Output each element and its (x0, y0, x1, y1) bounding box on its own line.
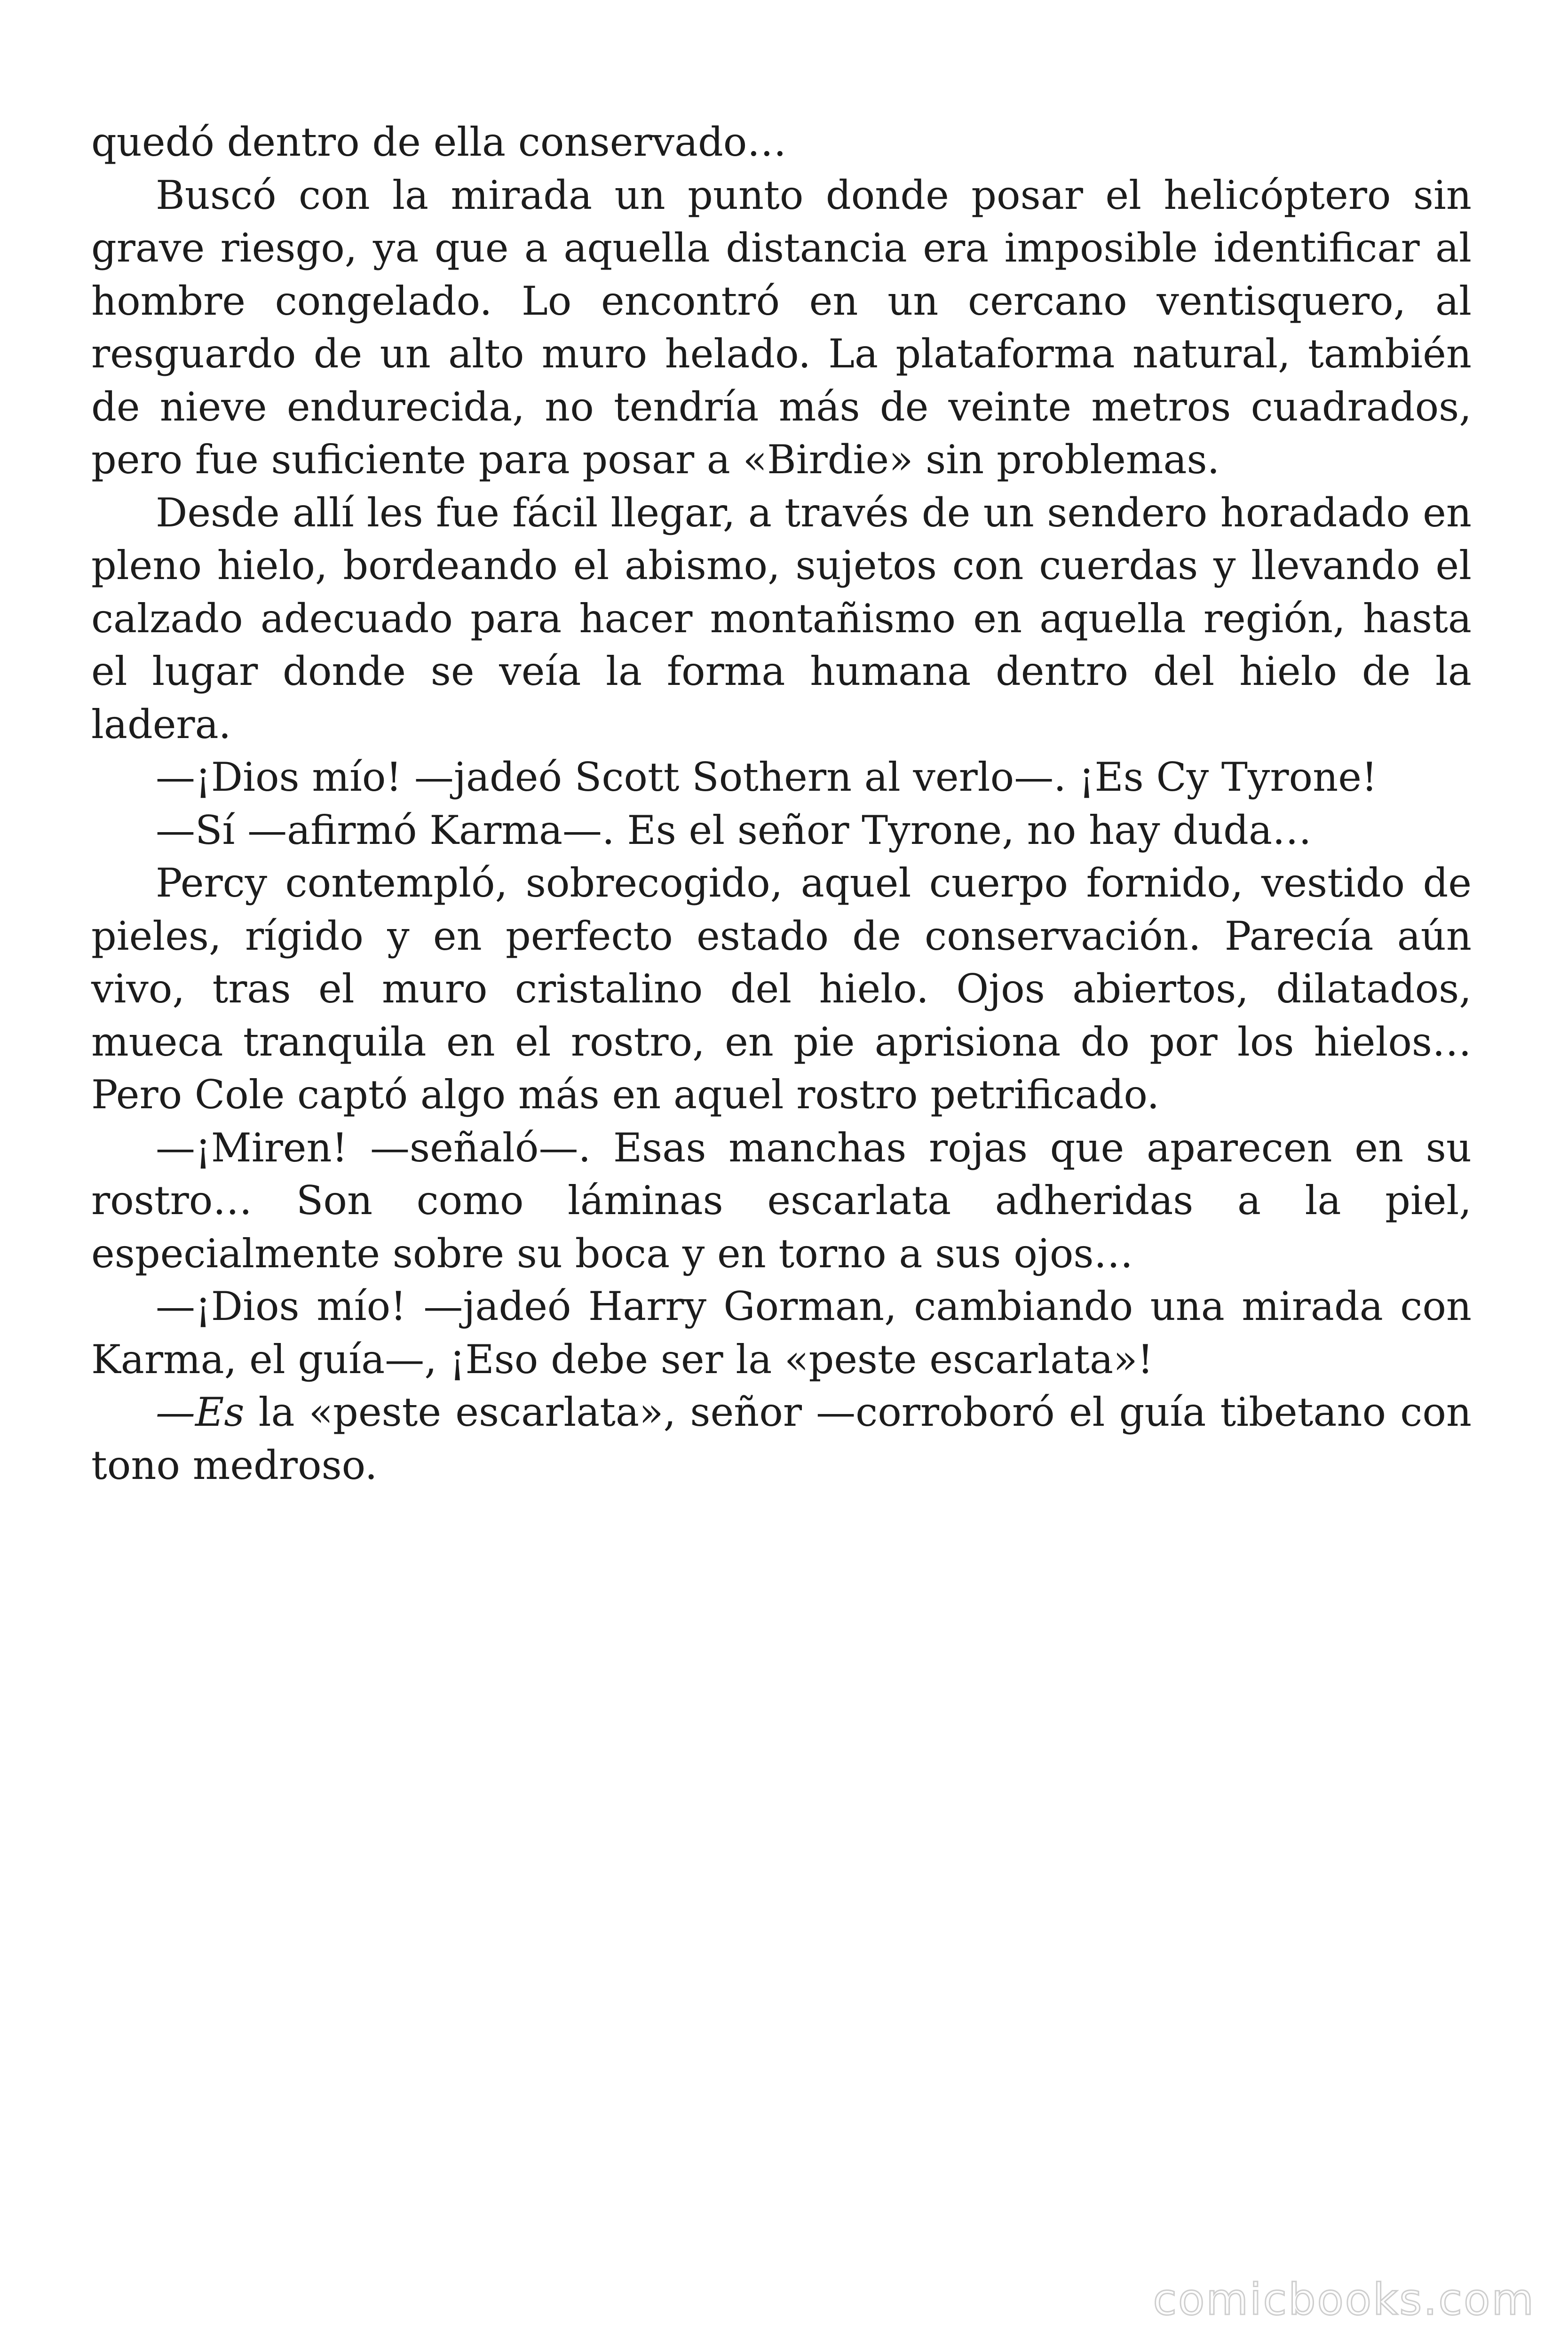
paragraph-continuation: quedó dentro de ella conservado… (91, 119, 787, 165)
dialogue-scott: —¡Dios mío! —jadeó Scott Sothern al verlo—. ¡Es Cy Tyrone! (156, 754, 1378, 800)
dialogue-cole: —¡Miren! —señaló—. Esas manchas rojas que aparecen en su rostro… Son como láminas escarlata adheridas a la piel, especialmente sobre su boca y en torno a sus ojos… (91, 1124, 1472, 1277)
italic-lead: —Es (156, 1389, 245, 1435)
body-text (91, 116, 1472, 1492)
dialogue-guide (91, 1386, 1472, 1492)
paragraph-trail: Desde allí les fue fácil llegar, a través de un sendero horadado en pleno hielo, bordeando el abismo, sujetos con cuerdas y llevando el calzado adecuado para hacer montañismo en aquella región, hasta el lugar donde se veía la forma humana dentro del hielo de la ladera. (91, 489, 1472, 747)
dialogue-guide-rest: la «peste escarlata», señor —corroboró el guía tibetano con tono medroso. (91, 1389, 1472, 1488)
watermark-logo: comicbooks.com (1153, 2274, 1535, 2325)
paragraph-percy: Percy contempló, sobrecogido, aquel cuerpo fornido, vestido de pieles, rígido y en perfecto estado de conservación. Parecía aún vivo, tras el muro cristalino del hielo. Ojos abiertos, dilatados, mueca tranquila en el rostro, en pie aprisiona do por los hielos… Pero Cole captó algo más en aquel rostro petrificado. (91, 860, 1472, 1118)
dialogue-harry: —¡Dios mío! —jadeó Harry Gorman, cambiando una mirada con Karma, el guía—, ¡Eso debe ser la «peste escarlata»! (91, 1283, 1472, 1383)
dialogue-karma: —Sí —afirmó Karma—. Es el señor Tyrone, no hay duda… (156, 807, 1312, 853)
paragraph-helicopter: Buscó con la mirada un punto donde posar el helicóptero sin grave riesgo, ya que a aquella distancia era imposible identificar al hombre congelado. Lo encontró en un cercano ventisquero, al resguardo de un alto muro helado. La plataforma natural, también de nieve endurecida, no tendría más de veinte metros cuadrados, pero fue suficiente para posar a «Birdie» sin problemas. (91, 172, 1472, 483)
